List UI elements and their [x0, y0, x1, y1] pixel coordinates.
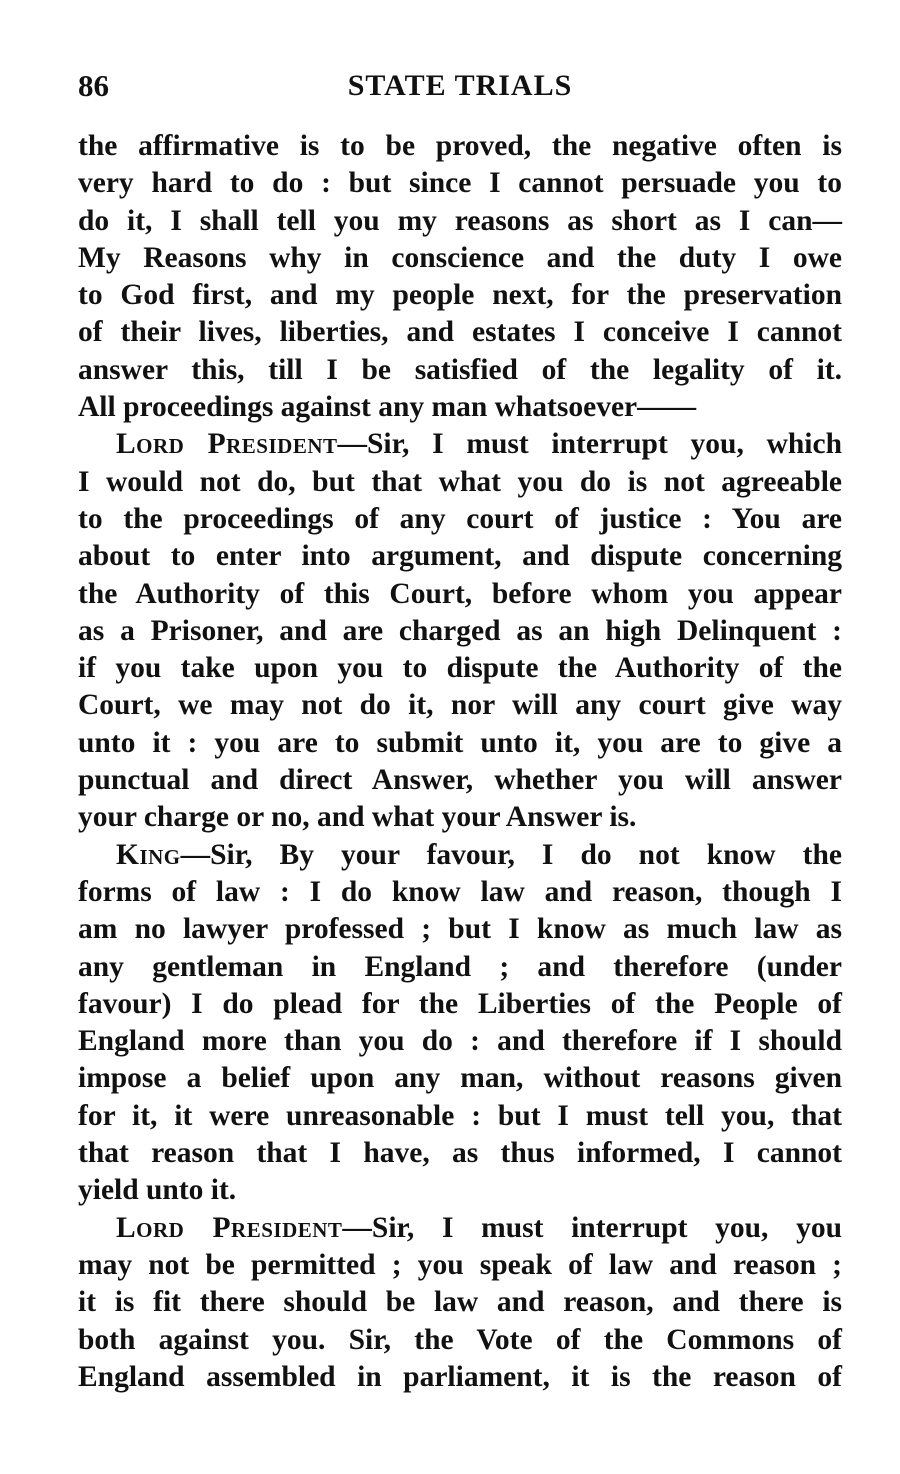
text-line: if you take upon you to dispute the Authority of the — [78, 652, 842, 685]
text-line: your charge or no, and what your Answer is. — [78, 801, 637, 834]
text-line: answer this, till I be satisfied of the legality of it. — [78, 353, 842, 386]
text-line: about to enter into argument, and dispute concerning — [78, 540, 842, 573]
text-line: that reason that I have, as thus informed, I cannot — [78, 1137, 842, 1170]
text-line: unto it : you are to submit unto it, you are to give a — [78, 726, 842, 759]
speech-text: —Sir, I must interrupt you, which — [337, 428, 842, 461]
speech-line — [78, 426, 842, 463]
running-title: STATE TRIALS — [347, 69, 573, 102]
text-line: England more than you do : and therefore if I should — [78, 1025, 842, 1058]
speaker-name: King — [116, 838, 181, 871]
text-line: the affirmative is to be proved, the negative often is — [78, 130, 842, 162]
running-head — [78, 64, 842, 108]
text-line: favour) I do plead for the Liberties of the People of — [78, 987, 842, 1020]
speaker-name: Lord President — [116, 1211, 343, 1244]
text-line: Court, we may not do it, nor will any court give way — [78, 689, 842, 722]
speech-line — [78, 837, 842, 874]
text-line: England assembled in parliament, it is the reason of — [78, 1360, 842, 1393]
text-line: My Reasons why in conscience and the duty I owe — [78, 241, 842, 274]
text-line: the Authority of this Court, before whom you appear — [78, 577, 842, 610]
text-line: may not be permitted ; you speak of law and reason ; — [78, 1248, 842, 1281]
text-line: it is fit there should be law and reason, and there is — [78, 1286, 842, 1319]
text-line: of their lives, liberties, and estates I conceive I cannot — [78, 316, 842, 349]
speech-text: —Sir, By your favour, I do not know the — [180, 838, 842, 871]
speech-line — [78, 1210, 842, 1247]
text-line: very hard to do : but since I cannot persuade you to — [78, 167, 842, 200]
speaker-name: Lord President — [116, 428, 338, 461]
text-line: impose a belief upon any man, without reasons given — [78, 1062, 842, 1095]
body-text — [78, 128, 842, 1396]
text-line: to the proceedings of any court of justice : You are — [78, 502, 842, 535]
text-line: punctual and direct Answer, whether you will answer — [78, 764, 842, 797]
speech-text: —Sir, I must interrupt you, you — [342, 1211, 842, 1244]
text-line: forms of law : I do know law and reason, though I — [78, 875, 842, 908]
text-line: yield unto it. — [78, 1174, 237, 1207]
text-line: as a Prisoner, and are charged as an high Delinquent : — [78, 614, 842, 647]
text-line: do it, I shall tell you my reasons as short as I can— — [78, 204, 842, 237]
text-line: All proceedings against any man whatsoever—— — [78, 391, 697, 424]
text-line: to God first, and my people next, for the preservation — [78, 279, 842, 312]
page-number: 86 — [78, 68, 109, 103]
text-line: both against you. Sir, the Vote of the Commons of — [78, 1323, 842, 1356]
text-line: for it, it were unreasonable : but I must tell you, that — [78, 1099, 842, 1132]
text-line: I would not do, but that what you do is not agreeable — [78, 465, 842, 498]
text-line: am no lawyer professed ; but I know as much law as — [78, 913, 842, 946]
text-line: any gentleman in England ; and therefore (under — [78, 950, 842, 983]
